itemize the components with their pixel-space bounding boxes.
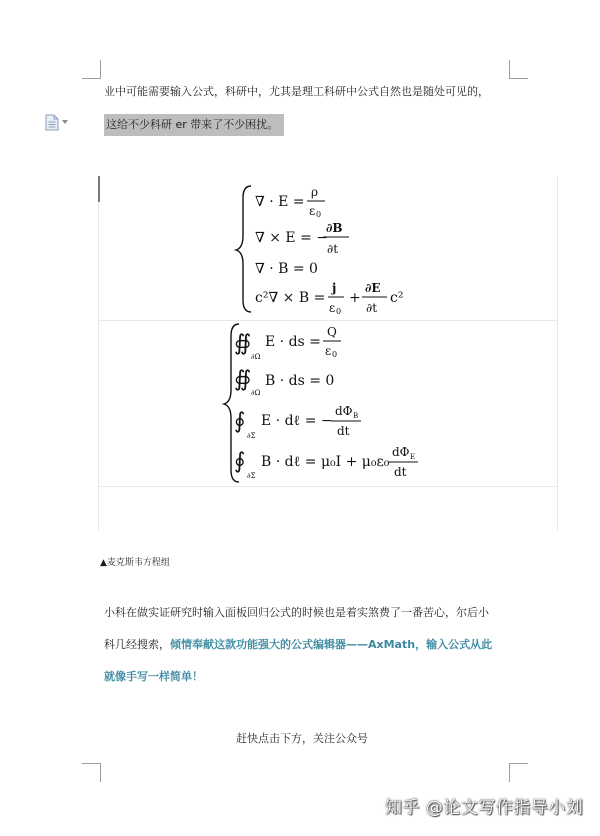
eq1-den: ε — [309, 204, 316, 218]
int1-den: ε — [325, 344, 332, 358]
body-line-3-highlight: 就像手写一样简单！ — [104, 670, 203, 683]
int2-body: B · ds = 0 — [265, 373, 335, 389]
maxwell-equations-image — [98, 176, 558, 530]
int1-den-sub: 0 — [332, 350, 338, 359]
left-brace-differential — [236, 186, 251, 312]
int2-symbol: ∯ — [234, 367, 252, 392]
int3-sub: ∂Σ — [247, 432, 256, 440]
eq3-lhs: ∇ · B = 0 — [255, 261, 318, 277]
body-line-2-highlight: 倾情奉献这款功能强大的公式编辑器——AxMath，输入公式从此 — [170, 638, 493, 651]
int1-num: Q — [327, 325, 337, 339]
int2-sub: ∂Ω — [251, 389, 261, 397]
corner-mark-top-right — [509, 60, 528, 79]
eq2-den: ∂t — [327, 242, 339, 256]
int4-body: B · dℓ = μ₀I + μ₀ε₀ — [261, 454, 390, 470]
eq4-num: j — [332, 281, 337, 295]
corner-mark-bottom-right — [509, 763, 528, 782]
body-line-1: 小科在做实证研究时输入面板回归公式的时候也是着实煞费了一番苦心，尔后小 — [104, 606, 489, 619]
formula-separator-1 — [99, 320, 557, 321]
eq4-plus: + — [349, 290, 361, 306]
document-icon[interactable] — [45, 113, 73, 131]
corner-mark-bottom-left — [82, 763, 101, 782]
int1-body: E · ds = — [265, 334, 321, 350]
zhihu-watermark: 知乎 @论文写作指导小刘 — [385, 798, 584, 818]
eq4-den-sub: 0 — [336, 307, 342, 316]
maxwell-equations-svg — [99, 176, 557, 530]
eq4-den: ε — [329, 301, 336, 315]
eq2-num: ∂B — [326, 221, 343, 235]
formula-separator-2 — [99, 486, 557, 487]
int4-num-sub: E — [410, 453, 416, 461]
paragraph-2-selected[interactable]: 这给不少科研 er 带来了不少困扰。 — [104, 114, 284, 136]
follow-call-to-action: 赶快点击下方，关注公众号 — [236, 732, 368, 745]
eq2-lhs: ∇ × E = − — [255, 230, 328, 246]
eq4-tail: c² — [390, 290, 404, 306]
body-line-2 — [104, 637, 492, 653]
int4-num: dΦ — [392, 445, 410, 459]
int3-body: E · dℓ = − — [261, 413, 333, 429]
int3-num: dΦ — [335, 404, 353, 418]
chevron-down-icon — [62, 120, 68, 124]
eq4-den2: ∂t — [366, 301, 378, 315]
formula-image-edge-mark — [98, 176, 100, 202]
corner-mark-top-left — [82, 60, 101, 79]
int3-num-sub: B — [353, 412, 359, 420]
eq1-den-sub: 0 — [316, 210, 322, 219]
body-line-2-plain: 科几经搜索， — [104, 638, 170, 651]
figure-caption: ▲麦克斯韦方程组 — [100, 558, 170, 568]
int3-symbol: ∮ — [234, 409, 246, 434]
eq1-lhs: ∇ · E = — [255, 194, 305, 210]
int3-den: dt — [337, 424, 350, 438]
paragraph-1: 业中可能需要输入公式，科研中，尤其是理工科研中公式自然也是随处可见的， — [104, 85, 489, 98]
int4-sub: ∂Σ — [247, 472, 256, 480]
int1-symbol: ∯ — [234, 331, 252, 356]
eq4-num2: ∂E — [365, 281, 381, 295]
int1-sub: ∂Ω — [251, 353, 261, 361]
eq1-num: ρ — [311, 185, 319, 199]
int4-symbol: ∮ — [234, 449, 246, 474]
eq4-lhs: c²∇ × B = — [255, 290, 326, 306]
int4-den: dt — [394, 465, 407, 479]
document-file-icon — [45, 114, 59, 131]
